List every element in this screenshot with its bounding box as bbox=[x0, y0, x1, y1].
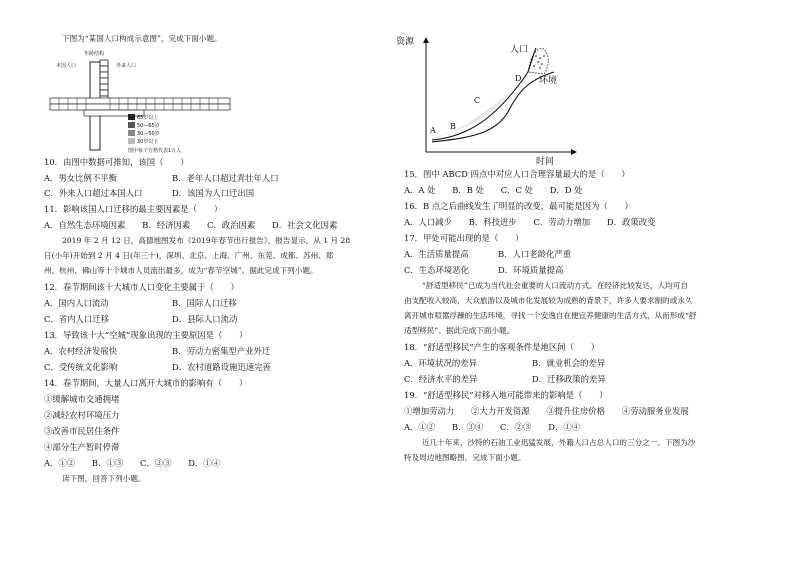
point-c-label: C bbox=[474, 96, 481, 105]
passage-line: 日(小年)开始到 2 月 4 日(年三十)，深圳、北京、上海、广州、东莞、成都、苏州、郑 bbox=[44, 251, 334, 260]
pyramid-top-label: 年龄结构 bbox=[84, 51, 105, 57]
q10-stem: 10．由图中数据可推知，该国（ ） bbox=[44, 157, 189, 167]
q17-option-b: B．人口老龄化严重 bbox=[498, 249, 572, 259]
q16-options: A．人口减少 B．科技进步 C．劳动力增加 D．政策改变 bbox=[404, 217, 656, 227]
pyramid-blocks-right bbox=[100, 60, 108, 102]
q19-stem: 19．“舒适型移民”对移入地可能带来的影响是（ ） bbox=[404, 390, 608, 400]
q17-option-c: C．生态环境恶化 bbox=[404, 265, 470, 275]
q16-stem: 16．B 点之后曲线发生了明显的改变，最可能是因为（ ） bbox=[404, 201, 633, 211]
q13-stem: 13．导致该十大“空城”现象出现的主要原因是（ ） bbox=[44, 330, 248, 340]
passage-line: 州、杭州、佛山等十个城市人员流出最多，成为“春节空城”。据此完成下列小题。 bbox=[44, 266, 318, 275]
q13-option-a: A．农村经济发展快 bbox=[44, 346, 118, 356]
q14-options: A．①② B．①③ C．②③ D．①④ bbox=[44, 458, 221, 468]
q14-item: ③改善市民居住条件 bbox=[44, 426, 120, 436]
q14-item: ④部分生产暂时停滞 bbox=[44, 442, 120, 452]
population-label: 人口 bbox=[510, 45, 529, 55]
q14-stem: 14．春节期间，大量人口离开大城市的影响有（ ） bbox=[44, 378, 248, 388]
q10-option-b: B．老年人口超过青壮年人口 bbox=[172, 173, 279, 183]
legend-item: 65岁以上 bbox=[137, 115, 159, 121]
region-jia bbox=[432, 74, 528, 140]
q17-stem: 17．甲处可能出现的是（ ） bbox=[404, 233, 524, 243]
q10-option-c: C．外来人口超过本国人口 bbox=[44, 188, 143, 198]
q18-option-b: B．就业机会的差异 bbox=[532, 358, 606, 368]
passage-line: 适型移民”。据此完成下面小题。 bbox=[404, 326, 515, 335]
passage-line: 近几十年来，沙特的石油工业迅猛发展，外籍人口占总人口的三分之一。下图为沙 bbox=[422, 438, 696, 447]
intro-text-2: 读下图，回答下列小题。 bbox=[62, 474, 146, 483]
q12-stem: 12．春节期间该十大城市人口变化主要属于（ ） bbox=[44, 282, 239, 292]
pyramid-legend bbox=[128, 114, 135, 144]
intro-text-1: 下图为“某国人口构成示意图”，完成下面小题。 bbox=[62, 34, 222, 43]
legend-item: 30—50岁 bbox=[137, 131, 160, 137]
population-pyramid-figure bbox=[44, 48, 244, 158]
y-axis-label: 资源 bbox=[396, 37, 415, 47]
resource-chart-svg bbox=[404, 30, 584, 166]
passage-line: 由支配收入较高，大众旅游以及城市化发展较为成熟的背景下，许多人要求制的或永久 bbox=[404, 296, 693, 305]
q15-options: A．A 处 B．B 处 C．C 处 D．D 处 bbox=[404, 185, 583, 195]
q18-option-c: C．经济水平的差异 bbox=[404, 374, 478, 384]
q12-option-b: B．国际人口迁移 bbox=[172, 298, 237, 308]
q15-stem: 15．图中 ABCD 四点中对应人口合理容量最大的是（ ） bbox=[404, 169, 630, 179]
resource-chart bbox=[396, 30, 584, 167]
q12-option-a: A．国内人口流动 bbox=[44, 298, 109, 308]
passage-line: 特及周边地图略图，完成下面小题。 bbox=[404, 453, 526, 462]
q10-option-d: D．该国为人口迁出国 bbox=[172, 188, 255, 198]
q13-option-d: D．农村道路设施迅速完善 bbox=[172, 362, 271, 372]
pyramid-note: 图中每个方格代表1万人 bbox=[128, 148, 182, 154]
q12-option-c: C．省内人口迁移 bbox=[44, 314, 110, 324]
passage-line: “舒适型移民”已成为当代社会重要的人口流动方式。在经济比较发达，人均可自 bbox=[422, 281, 688, 290]
q18-option-d: D．迁移政策的差异 bbox=[532, 374, 606, 384]
environment-label: 环境 bbox=[539, 76, 558, 86]
point-b-label: B bbox=[450, 122, 456, 131]
q18-option-a: A．环境状况的差异 bbox=[404, 358, 478, 368]
q13-option-b: B．劳动力密集型产业外迁 bbox=[172, 346, 271, 356]
q17-option-a: A．生活质量提高 bbox=[404, 249, 469, 259]
q19-items: ①增加劳动力 ②大力开发资源 ③提升住房价格 ④劳动服务业发展 bbox=[404, 406, 689, 416]
q12-option-d: D．县际人口流动 bbox=[172, 314, 238, 324]
q11-options: A．自然生态环境因素 B．经济因素 C．政治因素 D．社会文化因素 bbox=[44, 220, 338, 230]
legend-item: 50—65岁 bbox=[137, 123, 160, 129]
pyramid-right-label: 外来人口 bbox=[116, 63, 137, 69]
population-curve bbox=[432, 48, 536, 140]
passage-line: 2019 年 2 月 12 日，高德地图发布《2019年春节出行报告》，报告显示，从 1 月 28 bbox=[62, 236, 351, 245]
q11-stem: 11．影响该国人口迁移的最主要因素是（ ） bbox=[44, 204, 223, 214]
q17-option-d: D．环境质量提高 bbox=[498, 265, 564, 275]
passage-line: 离开城市喧嚣浮躁的生活环境，寻找一个安逸自在便宜养健康的生活方式，从而形成“舒 bbox=[404, 311, 697, 320]
point-a-label: A bbox=[430, 126, 436, 135]
q14-item: ②减轻农村环境压力 bbox=[44, 410, 120, 420]
pyramid-left-label: 本国人口 bbox=[56, 63, 77, 69]
point-d-label: D bbox=[515, 74, 522, 83]
q10-option-a: A．男女比例不平衡 bbox=[44, 173, 118, 183]
x-axis-label: 时间 bbox=[536, 157, 555, 167]
q18-stem: 18．“舒适型移民”产生的客观条件是地区间（ ） bbox=[404, 342, 600, 352]
q19-options: A．①② B．③④ C．②③ D．①④ bbox=[404, 422, 581, 432]
q14-item: ①缓解城市交通拥堵 bbox=[44, 394, 120, 404]
q13-option-c: C．受传统文化影响 bbox=[44, 362, 118, 372]
legend-item: 30岁以下 bbox=[137, 139, 159, 145]
